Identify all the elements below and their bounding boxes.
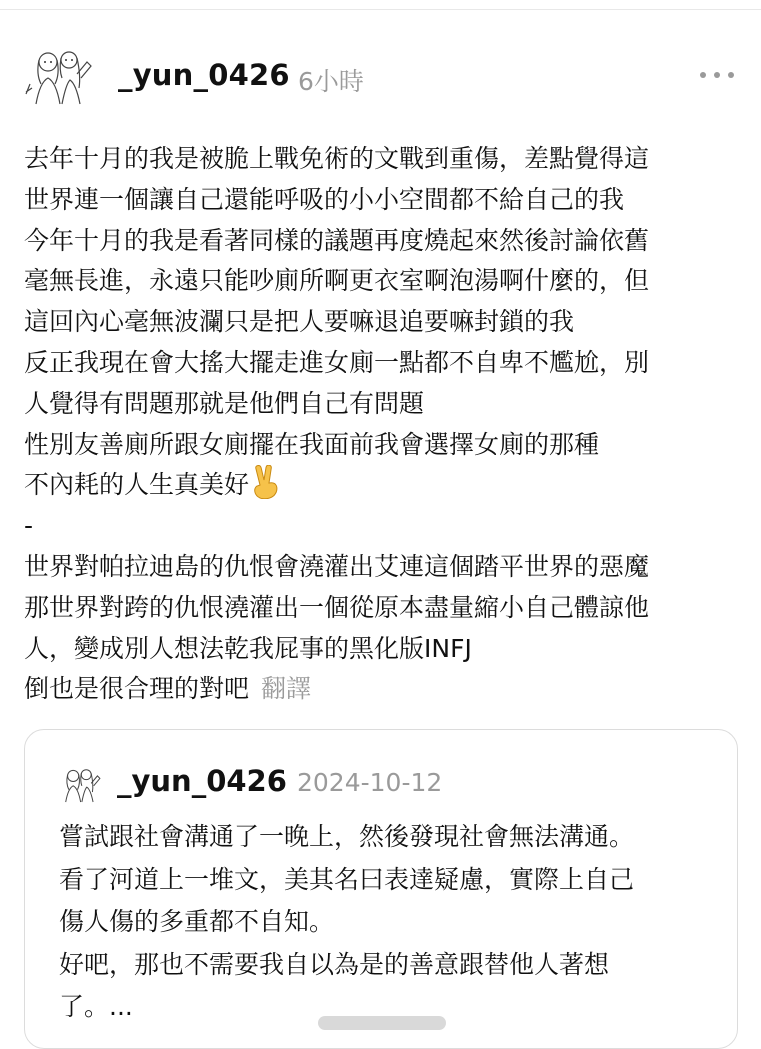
post-line: 去年十月的我是被脆上戰免術的文戰到重傷，差點覺得這 — [24, 144, 650, 173]
post-line: - — [24, 511, 34, 541]
quoted-post-card[interactable] — [24, 729, 738, 1049]
post-line: 毫無長進，永遠只能吵廁所啊更衣室啊泡湯啊什麼的，但 — [24, 266, 650, 296]
quote-author[interactable]: _yun_0426 — [117, 764, 287, 798]
post-line-text: 不內耗的人生真美好 — [24, 470, 250, 500]
post-line: 人覺得有問題那就是他們自己有問題 — [24, 388, 425, 418]
victory-hand-icon — [251, 465, 281, 512]
post-line: 這回內心毫無波瀾只是把人要嘛退追要嘛封鎖的我 — [24, 307, 575, 337]
post-line-with-translate — [24, 669, 734, 710]
post-author[interactable]: _yun_0426 — [118, 58, 290, 92]
bottom-scroll-indicator — [318, 1016, 446, 1030]
avatar-sketch-icon — [57, 764, 103, 804]
top-divider — [0, 9, 761, 10]
quote-line: 看了河道上一堆文，美其名曰表達疑慮，實際上自己 — [59, 864, 635, 894]
quote-line: 嘗試跟社會溝通了一晚上，然後發現社會無法溝通。 — [59, 822, 635, 851]
more-dot-icon — [728, 72, 734, 78]
post-line: 那世界對跨的仇恨澆灌出一個從原本盡量縮小自己體諒他 — [24, 592, 650, 622]
quote-body — [59, 816, 719, 1029]
post-line: 今年十月的我是看著同樣的議題再度燒起來然後討論依舊 — [24, 225, 650, 255]
quote-line: 傷人傷的多重都不自知。 — [59, 907, 335, 936]
post-header — [0, 38, 761, 118]
more-options-button[interactable] — [700, 62, 734, 88]
quote-line: 了。... — [59, 992, 133, 1021]
more-dot-icon — [700, 72, 706, 78]
quote-line: 好吧，那也不需要我自以為是的善意跟替他人著想 — [59, 949, 610, 979]
post-line-text: 倒也是很合理的對吧 — [24, 674, 250, 704]
post-line: 世界連一個讓自己還能呼吸的小小空間都不給自己的我 — [24, 184, 625, 214]
post-line-with-emoji — [24, 465, 734, 506]
avatar[interactable] — [22, 44, 96, 106]
quote-avatar[interactable] — [57, 764, 103, 804]
post-line: 性別友善廁所跟女廁擺在我面前我會選擇女廁的那種 — [24, 429, 600, 459]
post-time: 6小時 — [298, 67, 364, 96]
more-dot-icon — [714, 72, 720, 78]
translate-link[interactable]: 翻譯 — [261, 674, 312, 704]
post-line: 人，變成別人想法乾我屁事的黑化版INFJ — [24, 633, 472, 663]
post-body — [24, 139, 734, 710]
post-line: 世界對帕拉迪島的仇恨會澆灌出艾連這個踏平世界的惡魔 — [24, 551, 650, 581]
post-line: 反正我現在會大搖大擺走進女廁一點都不自卑不尷尬，別 — [24, 347, 650, 377]
quote-date: 2024-10-12 — [297, 768, 443, 797]
avatar-sketch-icon — [22, 44, 96, 106]
